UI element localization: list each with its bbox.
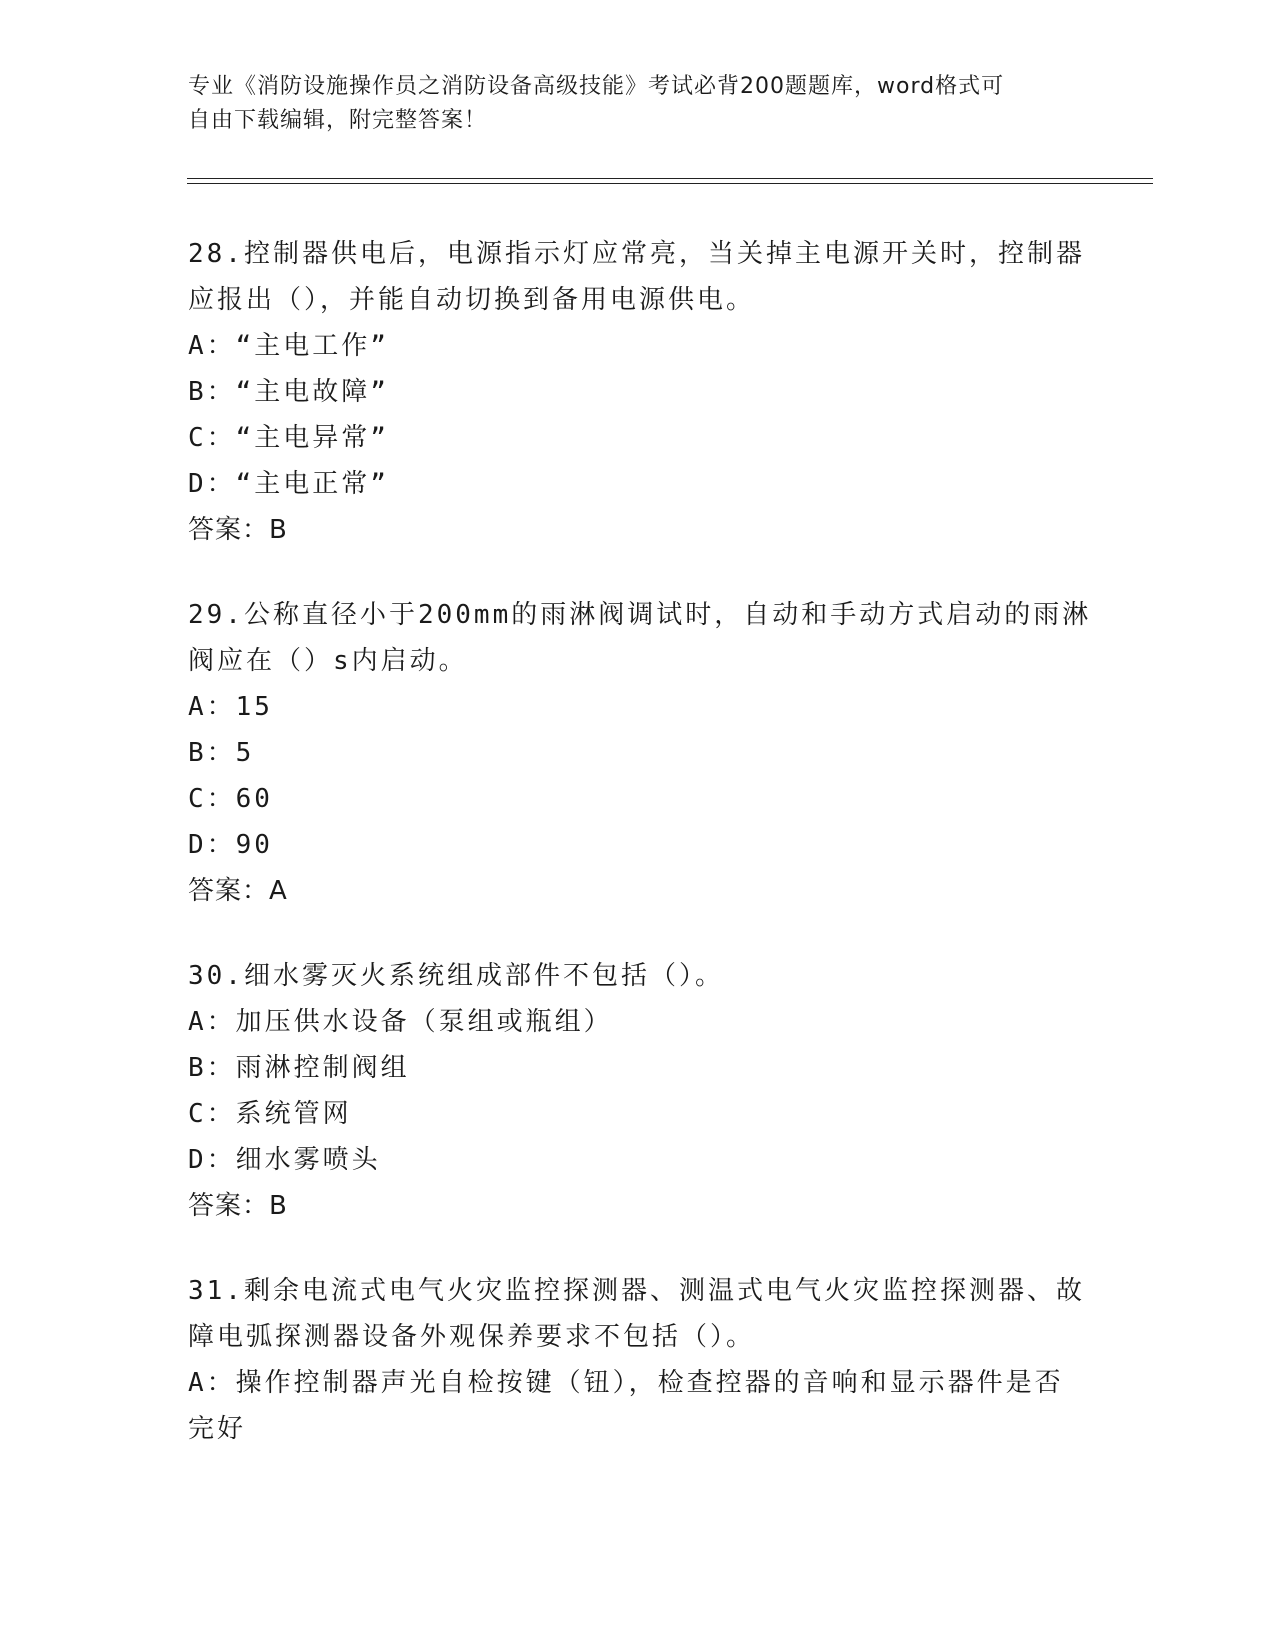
question-text: 31.剩余电流式电气火灾监控探测器、测温式电气火灾监控探测器、故 bbox=[188, 1276, 1085, 1306]
question-31 bbox=[188, 1268, 1088, 1452]
question-text: 障电弧探测器设备外观保养要求不包括（）。 bbox=[188, 1322, 756, 1352]
document-header bbox=[188, 70, 1088, 138]
option-b: B：“主电故障” bbox=[188, 377, 389, 407]
option-a: A：操作控制器声光自检按键（钮），检查控器的音响和显示器件是否 bbox=[188, 1368, 1064, 1398]
question-30 bbox=[188, 953, 1088, 1229]
option-b: B：雨淋控制阀组 bbox=[188, 1053, 410, 1083]
option-d: D：细水雾喷头 bbox=[188, 1145, 381, 1175]
header-divider-top bbox=[187, 178, 1153, 179]
answer: 答案：B bbox=[188, 515, 288, 545]
option-d: D：“主电正常” bbox=[188, 469, 389, 499]
question-text: 应报出（），并能自动切换到备用电源供电。 bbox=[188, 285, 756, 315]
option-a: A：“主电工作” bbox=[188, 331, 389, 361]
question-list bbox=[188, 231, 1092, 1491]
option-c: C：60 bbox=[188, 784, 273, 814]
option-c: C：“主电异常” bbox=[188, 423, 389, 453]
question-text: 30.细水雾灭火系统组成部件不包括（）。 bbox=[188, 961, 724, 991]
option-a-continued: 完好 bbox=[188, 1414, 247, 1444]
header-line-2: 自由下载编辑，附完整答案！ bbox=[188, 108, 488, 133]
question-28 bbox=[188, 231, 1088, 553]
option-a: A：15 bbox=[188, 692, 273, 722]
question-text: 29.公称直径小于200mm的雨淋阀调试时，自动和手动方式启动的雨淋 bbox=[188, 600, 1092, 630]
header-line-1: 专业《消防设施操作员之消防设备高级技能》考试必背200题题库，word格式可 bbox=[188, 74, 1005, 99]
question-29 bbox=[188, 592, 1092, 914]
answer: 答案：B bbox=[188, 1191, 288, 1221]
question-text: 28.控制器供电后，电源指示灯应常亮，当关掉主电源开关时，控制器 bbox=[188, 239, 1085, 269]
option-c: C：系统管网 bbox=[188, 1099, 352, 1129]
header-divider-bottom bbox=[187, 183, 1153, 184]
answer: 答案：A bbox=[188, 876, 288, 906]
question-text: 阀应在（）s内启动。 bbox=[188, 646, 468, 676]
option-b: B：5 bbox=[188, 738, 255, 768]
option-a: A：加压供水设备（泵组或瓶组） bbox=[188, 1007, 613, 1037]
option-d: D：90 bbox=[188, 830, 273, 860]
